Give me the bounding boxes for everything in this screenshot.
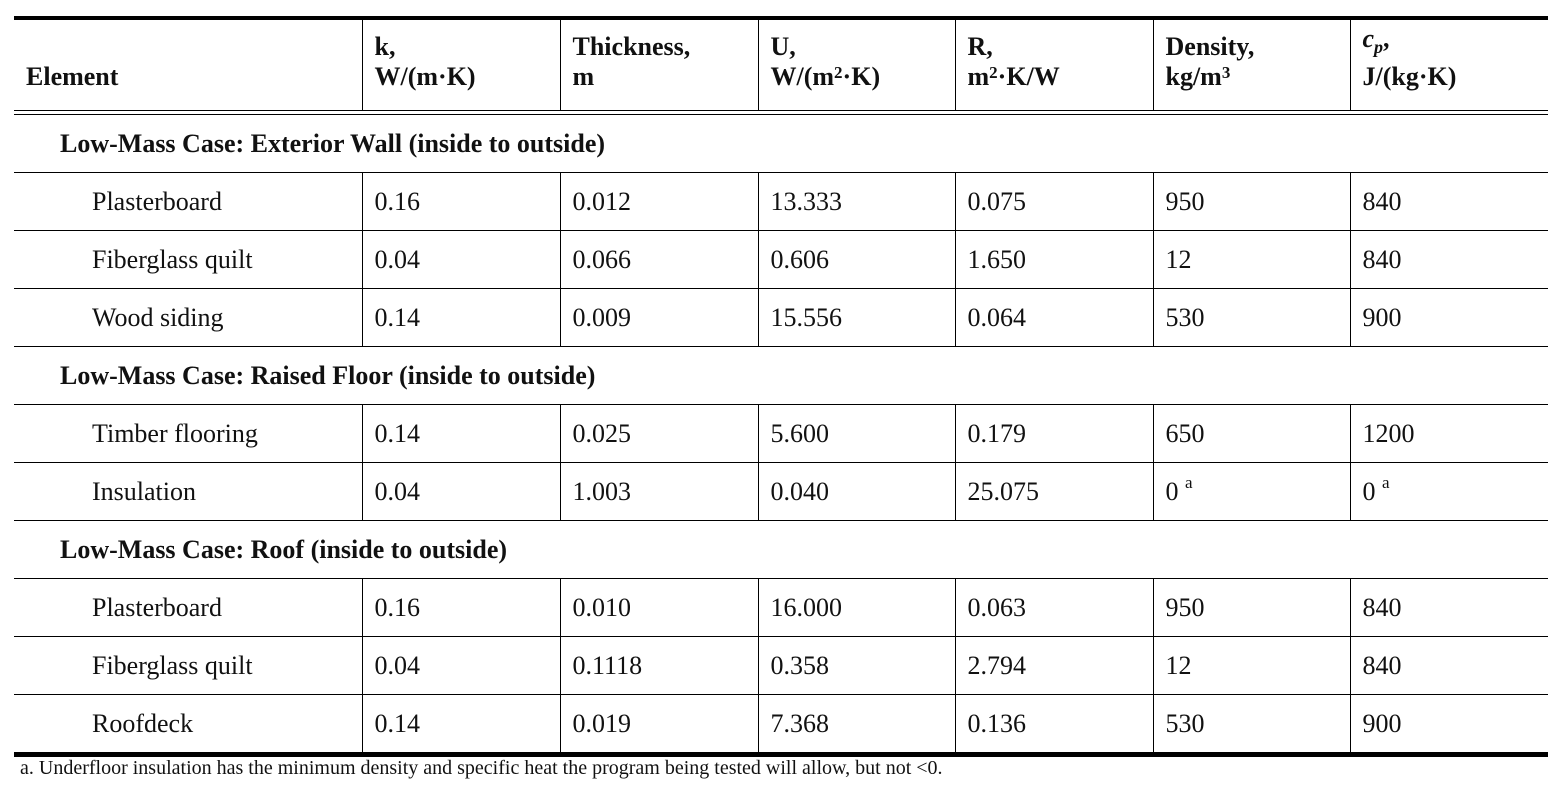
header-cp: $c_p$, J/(kg·K) [1350, 20, 1548, 111]
cell-u: 13.333 [758, 173, 955, 231]
cell-cp: 900 [1350, 695, 1548, 753]
table-row [14, 463, 1548, 521]
cell-density: 530 [1153, 289, 1350, 347]
material-properties-table [14, 20, 1548, 753]
table-row [14, 231, 1548, 289]
section-row-raised-floor [14, 347, 1548, 405]
header-row [14, 20, 1548, 111]
cell-density: 530 [1153, 695, 1350, 753]
cell-density: 12 [1153, 637, 1350, 695]
cell-thickness: 1.003 [560, 463, 758, 521]
table-row [14, 637, 1548, 695]
section-row-exterior-wall [14, 115, 1548, 173]
table-row [14, 579, 1548, 637]
table-row [14, 695, 1548, 753]
cell-cp: 840 [1350, 231, 1548, 289]
cell-u: 0.358 [758, 637, 955, 695]
header-thickness: Thickness, m [560, 20, 758, 111]
cell-r: 25.075 [955, 463, 1153, 521]
cell-r: 0.064 [955, 289, 1153, 347]
cell-density: 950 [1153, 579, 1350, 637]
header-u: U, $W/(m^2\cdot K)$ [758, 20, 955, 111]
footnote-mark: a [1185, 472, 1193, 492]
cell-r: 0.063 [955, 579, 1153, 637]
cell-thickness: 0.025 [560, 405, 758, 463]
cell-cp: 1200 [1350, 405, 1548, 463]
cell-k: 0.14 [362, 405, 560, 463]
cell-thickness: 0.009 [560, 289, 758, 347]
cell-cp: 840 [1350, 637, 1548, 695]
section-row-roof [14, 521, 1548, 579]
cell-element: Fiberglass quilt [14, 637, 362, 695]
cell-thickness: 0.066 [560, 231, 758, 289]
cell-k: 0.04 [362, 637, 560, 695]
cell-u: 0.040 [758, 463, 955, 521]
header-k: k, W/(m·K) [362, 20, 560, 111]
cell-thickness: 0.010 [560, 579, 758, 637]
cell-cp: 900 [1350, 289, 1548, 347]
cell-thickness: 0.012 [560, 173, 758, 231]
cell-r: 0.136 [955, 695, 1153, 753]
section-title: Low-Mass Case: Exterior Wall (inside to outside) [14, 115, 1548, 173]
table-row [14, 405, 1548, 463]
cell-density: 650 [1153, 405, 1350, 463]
section-title: Low-Mass Case: Roof (inside to outside) [14, 521, 1548, 579]
header-element: Element [26, 62, 119, 91]
section-title: Low-Mass Case: Raised Floor (inside to outside) [14, 347, 1548, 405]
table-row [14, 289, 1548, 347]
cell-k: 0.16 [362, 173, 560, 231]
cell-k: 0.14 [362, 695, 560, 753]
cell-density: 12 [1153, 231, 1350, 289]
cell-thickness: 0.1118 [560, 637, 758, 695]
cell-element: Plasterboard [14, 173, 362, 231]
cell-r: 1.650 [955, 231, 1153, 289]
header-density: Density, $kg/m^3$ [1153, 20, 1350, 111]
cell-r: 0.075 [955, 173, 1153, 231]
cell-r: 0.179 [955, 405, 1153, 463]
cell-element: Fiberglass quilt [14, 231, 362, 289]
cell-element: Insulation [14, 463, 362, 521]
cell-k: 0.04 [362, 231, 560, 289]
table-row [14, 173, 1548, 231]
cell-cp: 840 [1350, 579, 1548, 637]
property-table-container [14, 16, 1548, 757]
table-footnote: a. Underfloor insulation has the minimum density and specific heat the program being tested will allow, but not <0. [20, 757, 943, 779]
cell-density: 950 [1153, 173, 1350, 231]
header-r: R, $m^2\cdot K/W$ [955, 20, 1153, 111]
cell-u: 16.000 [758, 579, 955, 637]
cell-element: Plasterboard [14, 579, 362, 637]
cell-k: 0.04 [362, 463, 560, 521]
cell-r: 2.794 [955, 637, 1153, 695]
footnote-mark: a [1382, 472, 1390, 492]
cell-u: 7.368 [758, 695, 955, 753]
cell-cp: 0 $^a$ [1350, 463, 1548, 521]
cell-density: 0 $^a$ [1153, 463, 1350, 521]
cell-cp: 840 [1350, 173, 1548, 231]
cell-u: 5.600 [758, 405, 955, 463]
cell-element: Roofdeck [14, 695, 362, 753]
cell-k: 0.14 [362, 289, 560, 347]
cell-u: 0.606 [758, 231, 955, 289]
cell-element: Timber flooring [14, 405, 362, 463]
cell-thickness: 0.019 [560, 695, 758, 753]
cell-u: 15.556 [758, 289, 955, 347]
cell-k: 0.16 [362, 579, 560, 637]
cell-element: Wood siding [14, 289, 362, 347]
